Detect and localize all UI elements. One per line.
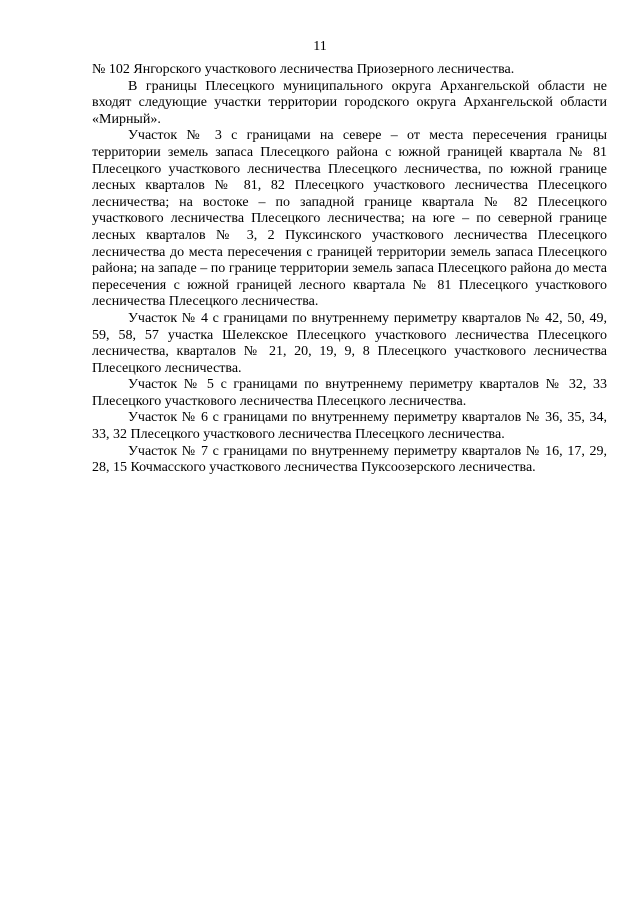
page-number: 11 <box>313 39 327 54</box>
paragraph-continuation: № 102 Янгорского участкового лесничества Приозерного лесничества. <box>92 62 515 77</box>
paragraph-excluded-areas-intro: В границы Плесецкого муниципального округа Архангельской области не входят следующие участки территории городского округа Архангельской области «Мирный». <box>92 78 607 127</box>
paragraph-area-4: Участок № 4 с границами по внутреннему периметру кварталов № 42, 50, 49, 59, 58, 57 участка Шелекское Плесецкого участкового лесничества Плесецкого лесничества, кварталов № 21, 20, 19, 9, 8 Плесецкого участкового лесничества Плесецкого лесничества. <box>92 310 607 376</box>
paragraph-area-5: Участок № 5 с границами по внутреннему периметру кварталов № 32, 33 Плесецкого участкового лесничества Плесецкого лесничества. <box>92 377 607 409</box>
document-body <box>92 62 607 477</box>
paragraph-area-7: Участок № 7 с границами по внутреннему периметру кварталов № 16, 17, 29, 28, 15 Кочмасского участкового лесничества Пуксоозерского лесничества. <box>92 443 607 476</box>
paragraph-area-3: Участок № 3 с границами на севере – от места пересечения границы территории земель запаса Плесецкого района с южной границей квартала № 81 Плесецкого участкового лесничества Плесецкого лесничества, по южной границе лесных кварталов № 81, 82 Плесецкого участкового лесничества Плесецкого лесничества; на востоке – по западной границе квартала № 82 Плесецкого участкового лесничества Плесецкого лесничества; на юге – по северной границе лесных кварталов № 3, 2 Пуксинского участкового лесничества Плесецкого лесничества до места пересечения с границей территории земель запаса Плесецкого района; на западе – по границе территории земель запаса Плесецкого района до места пересечения с южной границей лесного квартала № 81 Плесецкого участкового лесничества Плесецкого лесничества. <box>92 128 607 310</box>
paragraph-area-6: Участок № 6 с границами по внутреннему периметру кварталов № 36, 35, 34, 33, 32 Плесецкого участкового лесничества Плесецкого лесничества. <box>92 410 607 443</box>
